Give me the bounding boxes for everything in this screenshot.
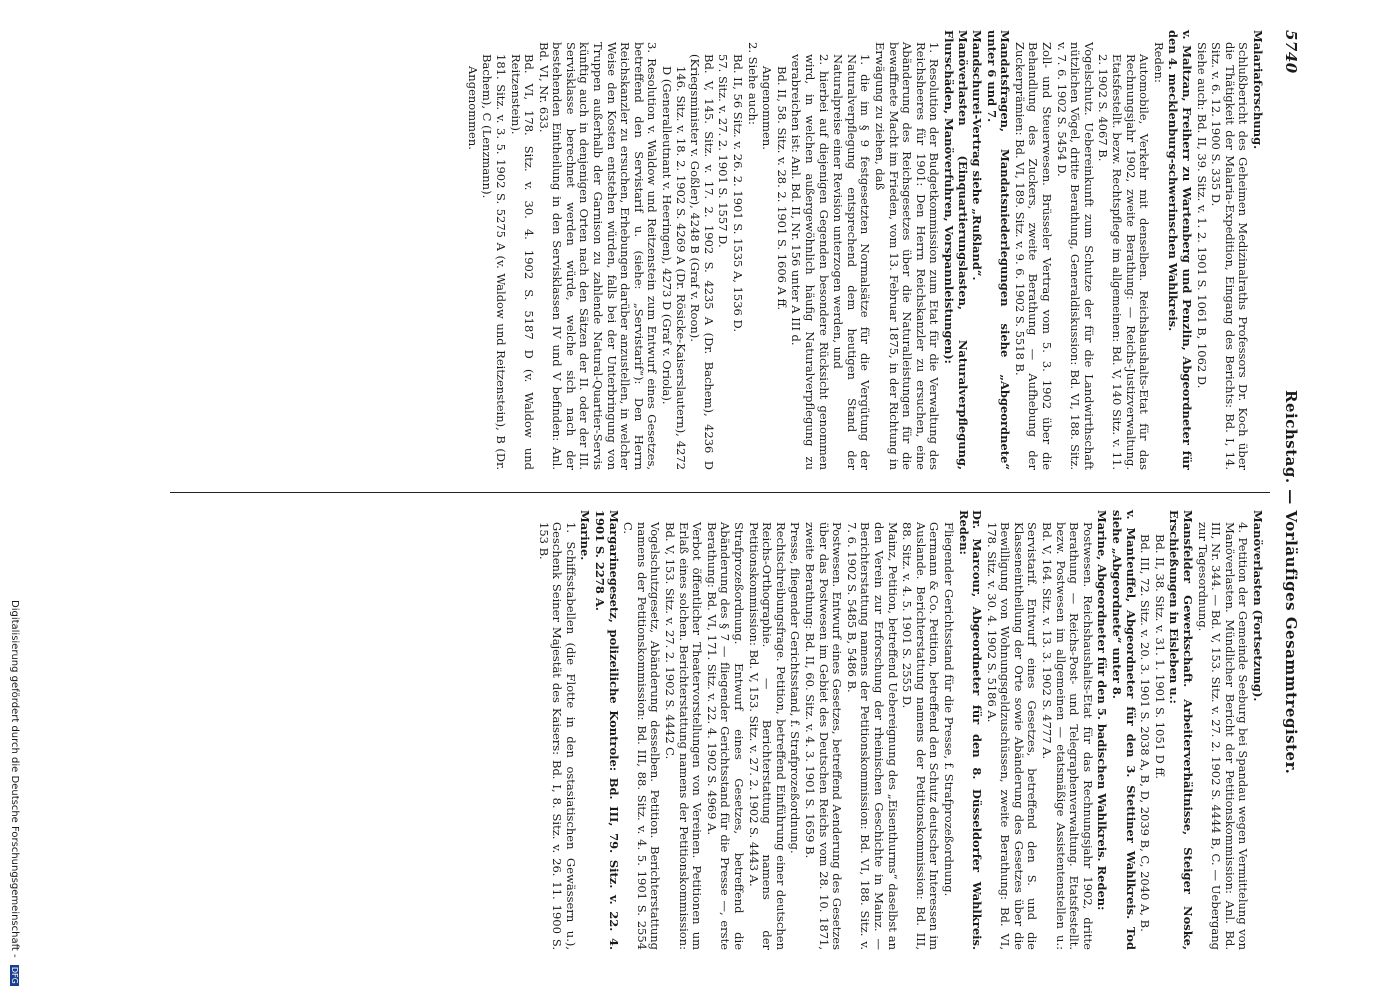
register-entry: Presse, fliegender Gerichtsstand, f. Strafprozeßordnung.: [788, 522, 803, 854]
register-entry: Bd. VI, 178. Sitz. v. 30. 4. 1902 S. 5187 D (v. Waldow und Reitzenstein).: [508, 54, 537, 470]
register-entry: Zoll- und Steuerwesen. Brüsseler Vertrag vom 5. 3. 1902 über die Behandlung des Zuckers, zweite Berathung — Aufhebung der Zuckerprämien: Bd. VI, 189. Sitz. v. 9. 6. 1902 S. 5518 B.: [1012, 42, 1055, 470]
left-column: [464, 30, 1264, 470]
register-entry: 4. Petition der Gemeinde Seeburg bei Spandau wegen Vermittelung von Manöverlasten. Mündlicher Bericht der Petitionskommission: Anl. Bd. III, Nr. 344. — Bd. V, 153. Sitz. v. 27. 2. 1902 S. 4444 B, C. — Uebergang zur Tagesordnung.: [1195, 522, 1251, 950]
register-entry: Mandschurei-Vertrag siehe „Rußland“.: [970, 30, 985, 281]
register-entry: Siehe auch: Bd. II, 39. Sitz. v. 1. 2. 1901 S. 1061 B, 1062 D.: [1194, 42, 1209, 389]
register-entry: Manöverlasten (Fortsetzung).: [1251, 510, 1265, 702]
register-entry: 2. Siehe auch:: [745, 42, 760, 125]
register-entry: Mainz, Petition, betreffend Uebereignung des „Eisenthurms“ daselbst an den Verein zur Erforschung der rheinischen Geschichte in Mainz. — Berichterstattung namens der Petitionskommission: Bd. VI, 188. Sitz. v. 7. 6. 1902 S. 5485 B, 5486 B.: [844, 522, 900, 950]
register-entry: Strafprozeßordnung. Entwurf eines Gesetzes, betreffend die Abänderung des § 7 — fliegender Gerichtsstand für die Presse —, erste Berathung: Bd. VI, 171. Sitz. v. 22. 4. 1902 S. 4969 A.: [704, 522, 747, 950]
dfg-logo: DFG: [10, 966, 19, 984]
register-entry: 181. Sitz. v. 3. 5. 1902 S. 5275 A (v. Waldow und Reitzenstein), B (Dr. Bachem), C (Lenzmann).: [480, 54, 508, 470]
register-entry: Bd. II, 38. Sitz. v. 31. 1. 1901 S. 1051 D ff.: [1152, 534, 1167, 779]
register-entry: Servistarif. Entwurf eines Gesetzes, betreffend den S. und die Klasseneintheilung der Orte sowie Abänderung des Gesetzes über die Bewilligung von Wohnungsgeldzuschüssen, zweite Berathung: Bd. VI, 178. Sitz. v. 30. 4. 1902 S. 5186 A.: [984, 522, 1040, 950]
register-entry: Bd. III, 72. Sitz. v. 20. 3. 1901 S. 2038 A, B, D, 2039 B, C, 2040 A, B.: [1138, 534, 1153, 932]
register-entry: v. Maltzan, Freiherr zu Wartenberg und Penzlin, Abgeordneter für den 4. mecklenburg-schwerinschen Wahlkreis.: [1166, 30, 1195, 470]
register-entry: 1. Resolution der Budgetkommission zum Etat für die Verwaltung des Reichsheeres für 1901: Den Herrn Reichskanzler zu ersuchen, eine Abänderung des Reichsgesetzes über die Naturalleistungen für die bewaffnete Macht im Frieden, vom 13. Februar 1875, in der Richtung in Erwägung zu ziehen, daß: [872, 42, 942, 470]
register-entry: Fliegender Gerichtsstand für die Presse, f. Strafprozeßordnung.: [941, 522, 956, 897]
digitization-credit: [6, 600, 20, 990]
right-column: [535, 510, 1264, 950]
register-entry: Angenommen.: [465, 66, 480, 150]
register-entry: Reden:: [1151, 42, 1166, 83]
register-entry: 1. Schiffsstabellen (die Flotte in den ostasiatischen Gewässern u.), Geschenk Seiner Majestät des Kaisers: Bd. I, 8. Sitz. v. 26. 11. 1900 S. 153 B.: [536, 522, 578, 950]
register-entry: Schlußbericht des Geheimen Medizinalraths Professors Dr. Koch über die Thätigkeit der Malaria-Expedition, Eingang des Berichts: Bd. I, 14. Sitz. v. 6. 12. 1900 S. 335 D.: [1209, 42, 1251, 470]
register-entry: v. Manteuffel, Abgeordneter für den 3. Stettiner Wahlkreis. Tod siehe „Abgeordnete“ unter 8.: [1110, 510, 1138, 950]
register-entry: 2. hierbei auf diejenigen Gegenden besondere Rücksicht genommen wird, in welchen außergewöhnlich häufig Naturalverpflegung zu verabreichen ist: Anl. Bd. II, Nr. 156 unter A III d.: [789, 54, 831, 470]
credit-text: Digitalisierung gefördert durch die Deutsche Forschungsgemeinschaft -: [9, 600, 20, 958]
register-entry: Marine.: [578, 510, 593, 561]
register-entry: Vogelschutzgesetz, Abänderung desselben. Petition. Berichterstattung namens der Petitionskommission: Bd. III, 88. Sitz. v. 4. 5. 1901 S. 2554 C.: [621, 522, 663, 950]
rotated-register-page: [110, 30, 1300, 965]
register-entry: Mansfelder Gewerkschaft. Arbeiterverhältnisse, Steiger Noske, Erschießungen in Eisleben u.:: [1167, 510, 1196, 950]
register-entry: Dr. Marcour, Abgeordneter für den 8. Düsseldorfer Wahlkreis. Reden:: [956, 510, 985, 950]
register-entry: Vogelschutz. Uebereinkunft zum Schutze der für die Landwirthschaft nützlichen Vögel, dritte Berathung, Generaldiskussion: Bd. VI, 188. Sitz. v. 7. 6. 1902 S. 5454 D.: [1054, 42, 1096, 470]
register-entry: Postwesen. Reichshaushalts-Etat für das Rechnungsjahr 1902, dritte Berathung — Reichs-Post- und Telegraphenverwaltung. Etatsfestellt. bezw. Postwesen im allgemeinen — etatsmäßige Assistentenstellen u.: Bd. V, 164. Sitz. v. 13. 3. 1902 S. 4777 A.: [1040, 522, 1095, 950]
register-entry: Margarinegesetz, polizeiliche Kontrole: Bd. III, 79. Sitz. v. 22. 4. 1901 S. 2278 A.: [593, 510, 621, 950]
register-entry: Mandatsfragen, Mandatsniederlegungen siehe „Abgeordnete“ unter 6 und 7.: [984, 30, 1013, 470]
page-title: Reichstag. — Vorläufiges Gesammtregister.: [1282, 390, 1300, 775]
register-entry: Germann & Co. Petition, betreffend den Schutz deutscher Interessen im Auslande. Berichterstattung namens der Petitionskommission: Bd. III, 88. Sitz. v. 4. 5. 1901 S. 2555 D.: [900, 522, 942, 950]
register-entry: 57. Sitz. v. 27. 2. 1901 S. 1557 D.: [716, 54, 731, 248]
register-entry: Bd. V, 145. Sitz. v. 17. 2. 1902 S. 4235 A (Dr. Bachem), 4236 D (Kriegsminister v. Goßler), 4248 B (Graf v. Roon).: [688, 54, 716, 470]
register-entry: Bd. II, 56 Sitz. v. 26. 2. 1901 S. 1535 A, 1536 D.: [731, 54, 746, 332]
page-number: 5740: [1282, 30, 1300, 74]
register-entry: Bd. II, 58. Sitz. v. 28. 2. 1901 S. 1606 A ff.: [774, 66, 789, 311]
register-entry: Malariaforschung.: [1251, 30, 1265, 150]
column-divider: [170, 492, 1270, 493]
register-entry: Rechtschreibungsfrage. Petition, betreffend Einführung einer deutschen Reichs-Orthographie. — Berichterstattung namens der Petitionskommission: Bd. V, 153. Sitz. v. 27. 2. 1902 S. 4443 A.: [746, 522, 788, 950]
register-entry: Manöverlasten (Einquartierungslasten, Naturalverpflegung, Flurschäden, Manöverfuhren, Vorspannleistungen):: [941, 30, 970, 470]
register-entry: Verbot öffentlicher Theatervorstellungen von Vereinen. Petitionen um Erlaß eines solchen. Berichterstattung namens der Petitionskommission: Bd. V, 153. Sitz. v. 27. 2. 1902 S. 4442 C.: [663, 522, 705, 950]
register-entry: Automobile, Verkehr mit denselben. Reichshaushalts-Etat für das Rechnungsjahr 1902, zweite Berathung: — Reichs-Justizverwaltung. Etatsfestellt. bezw. Rechtspflege im allgemeinen: Bd. V, 140 Sitz. v. 11. 2. 1902 S. 4067 B.: [1096, 54, 1152, 470]
register-entry: Postwesen. Entwurf eines Gesetzes, betreffend Aenderung des Gesetzes über das Postwesen im Gebiet des Deutschen Reichs vom 28. 10. 1871, zweite Berathung: Bd. II, 60. Sitz. v. 4. 3. 1901 S. 1659 B.: [803, 522, 845, 950]
register-entry: Marine, Abgeordneter für den 5. badischen Wahlkreis. Reden:: [1095, 510, 1110, 911]
register-entry: Angenommen.: [760, 66, 775, 150]
register-entry: 1. die im § 9 festgesetzten Normalsätze für die Vergütung der Naturalverpflegung entsprechend dem heutigen Stand der Naturalpreise einer Revision unterzogen werden, und: [831, 54, 873, 470]
page-header: [1274, 30, 1300, 965]
register-entry: 146. Sitz. v. 18. 2. 1902 S. 4269 A (Dr. Rösicke-Kaiserslautern), 4272 D (Generalleutnant v. Heeringen), 4273 D (Graf v. Oriola).: [660, 66, 688, 470]
register-entry: 3. Resolution v. Waldow und Reitzenstein zum Entwurf eines Gesetzes, betreffend den Servistarif u. (siehe: „Servistarif“): Den Herrn Reichskanzler zu ersuchen, Erhebungen darüber anzustellen, in welcher Weise den Kosten entstehen würden, falls bei der Unterbringung von Truppen außerhalb der Garnison zu zahlende Natural-Quartier-Servis künftig auch in denjenigen Orten nach den Sätzen der II. oder der III. Servisklasse berechnet werden würde, welche sich nach der bestehenden Eintheilung in den Servisklassen IV und V befinden: Anl. Bd. VI, Nr. 633.: [536, 42, 660, 470]
